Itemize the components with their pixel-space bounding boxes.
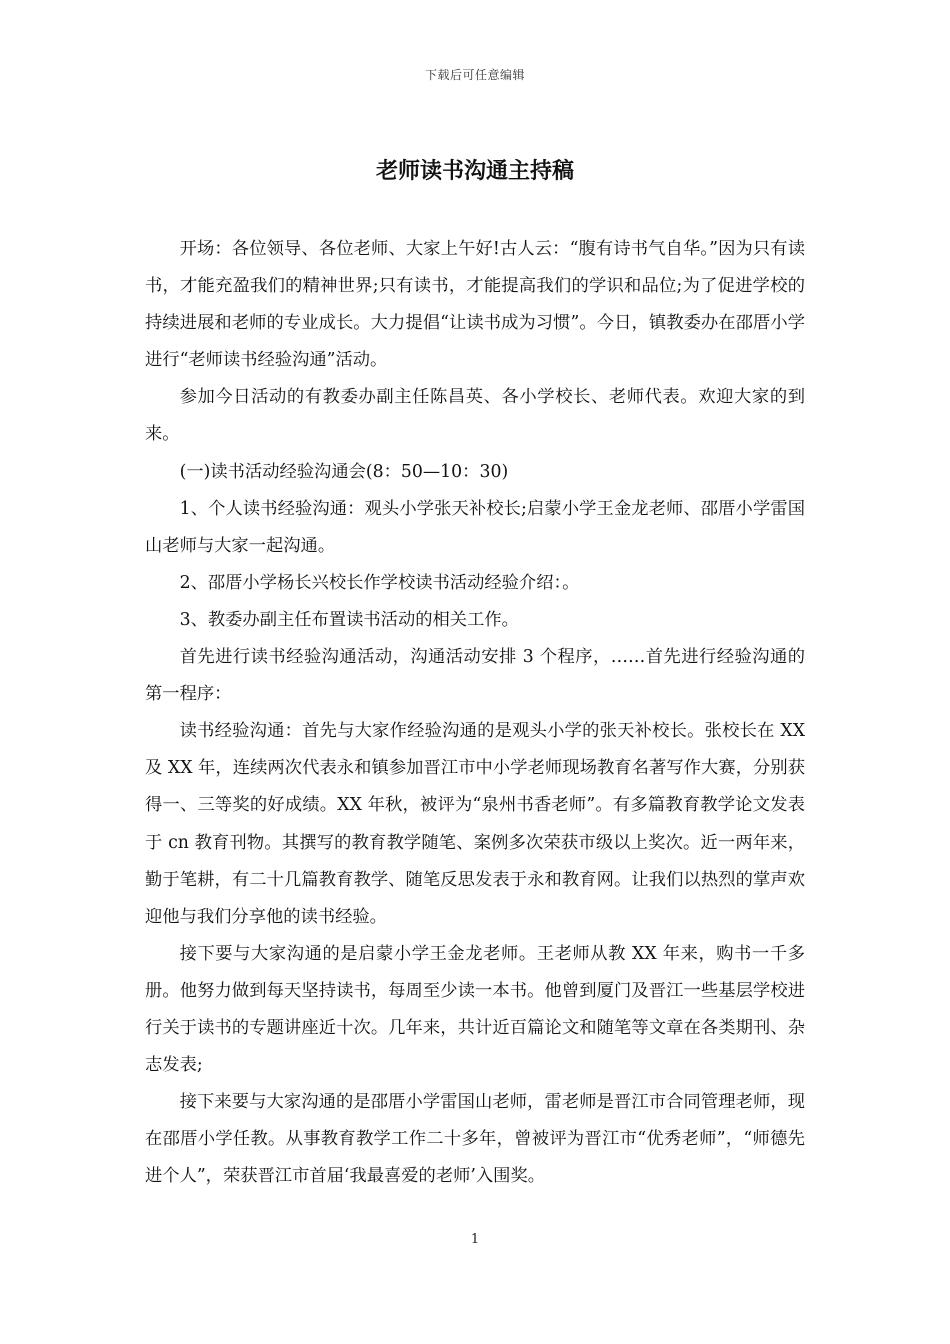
document-body [145, 231, 805, 1195]
paragraph-speaker-zhang: 读书经验沟通：首先与大家作经验沟通的是观头小学的张天补校长。张校长在 XX 及 XX 年，连续两次代表永和镇参加晋江市中小学老师现场教育名著写作大赛，分别获得一、三等奖的好成绩。XX 年秋，被评为“泉州书香老师”。有多篇教育教学论文发表于 cn 教育刊物。其撰写的教育教学随笔、案例多次荣获市级以上奖次。近一两年来，勤于笔耕，有二十几篇教育教学、随笔反思发表于永和教育网。让我们以热烈的掌声欢迎他与我们分享他的读书经验。 [145, 721, 805, 927]
paragraph-agenda-item-2: 2、邵厝小学杨长兴校长作学校读书活动经验介绍：。 [179, 572, 580, 593]
paragraph-session-heading: (一)读书活动经验沟通会(8：50—10：30) [179, 461, 509, 482]
paragraph-speaker-wang: 接下要与大家沟通的是启蒙小学王金龙老师。王老师从教 XX 年来，购书一千多册。他努力做到每天坚持读书，每周至少读一本书。他曾到厦门及晋江一些基层学校进行关于读书的专题讲座近十次。几年来，共计近百篇论文和随笔等文章在各类期刊、杂志发表; [145, 943, 805, 1076]
paragraph-agenda-item-3: 3、教委办副主任布置读书活动的相关工作。 [179, 609, 519, 630]
paragraph-program-intro: 首先进行读书经验沟通活动，沟通活动安排 3 个程序，……首先进行经验沟通的第一程序： [145, 647, 805, 705]
document-title: 老师读书沟通主持稿 [375, 159, 574, 184]
paragraph-speaker-lei: 接下来要与大家沟通的是邵厝小学雷国山老师，雷老师是晋江市合同管理老师，现在邵厝小学任教。从事教育教学工作二十多年，曾被评为晋江市“优秀老师”，“师德先进个人”，荣获晋江市首届‘我最喜爱的老师’入围奖。 [145, 1092, 805, 1187]
paragraph-opening: 开场：各位领导、各位老师、大家上午好!古人云：“腹有诗书气自华。”因为只有读书，才能充盈我们的精神世界;只有读书，才能提高我们的学识和品位;为了促进学校的持续进展和老师的专业成长。大力提倡“让读书成为习惯”。今日，镇教委办在邵厝小学进行“老师读书经验沟通”活动。 [145, 239, 805, 371]
paragraph-agenda-item-1: 1、个人读书经验沟通：观头小学张天补校长;启蒙小学王金龙老师、邵厝小学雷国山老师与大家一起沟通。 [145, 498, 805, 556]
page-number: 1 [470, 1232, 480, 1247]
paragraph-attendees: 参加今日活动的有教委办副主任陈昌英、各小学校长、老师代表。欢迎大家的到来。 [145, 387, 805, 445]
header-note: 下载后可任意编辑 [424, 68, 525, 82]
